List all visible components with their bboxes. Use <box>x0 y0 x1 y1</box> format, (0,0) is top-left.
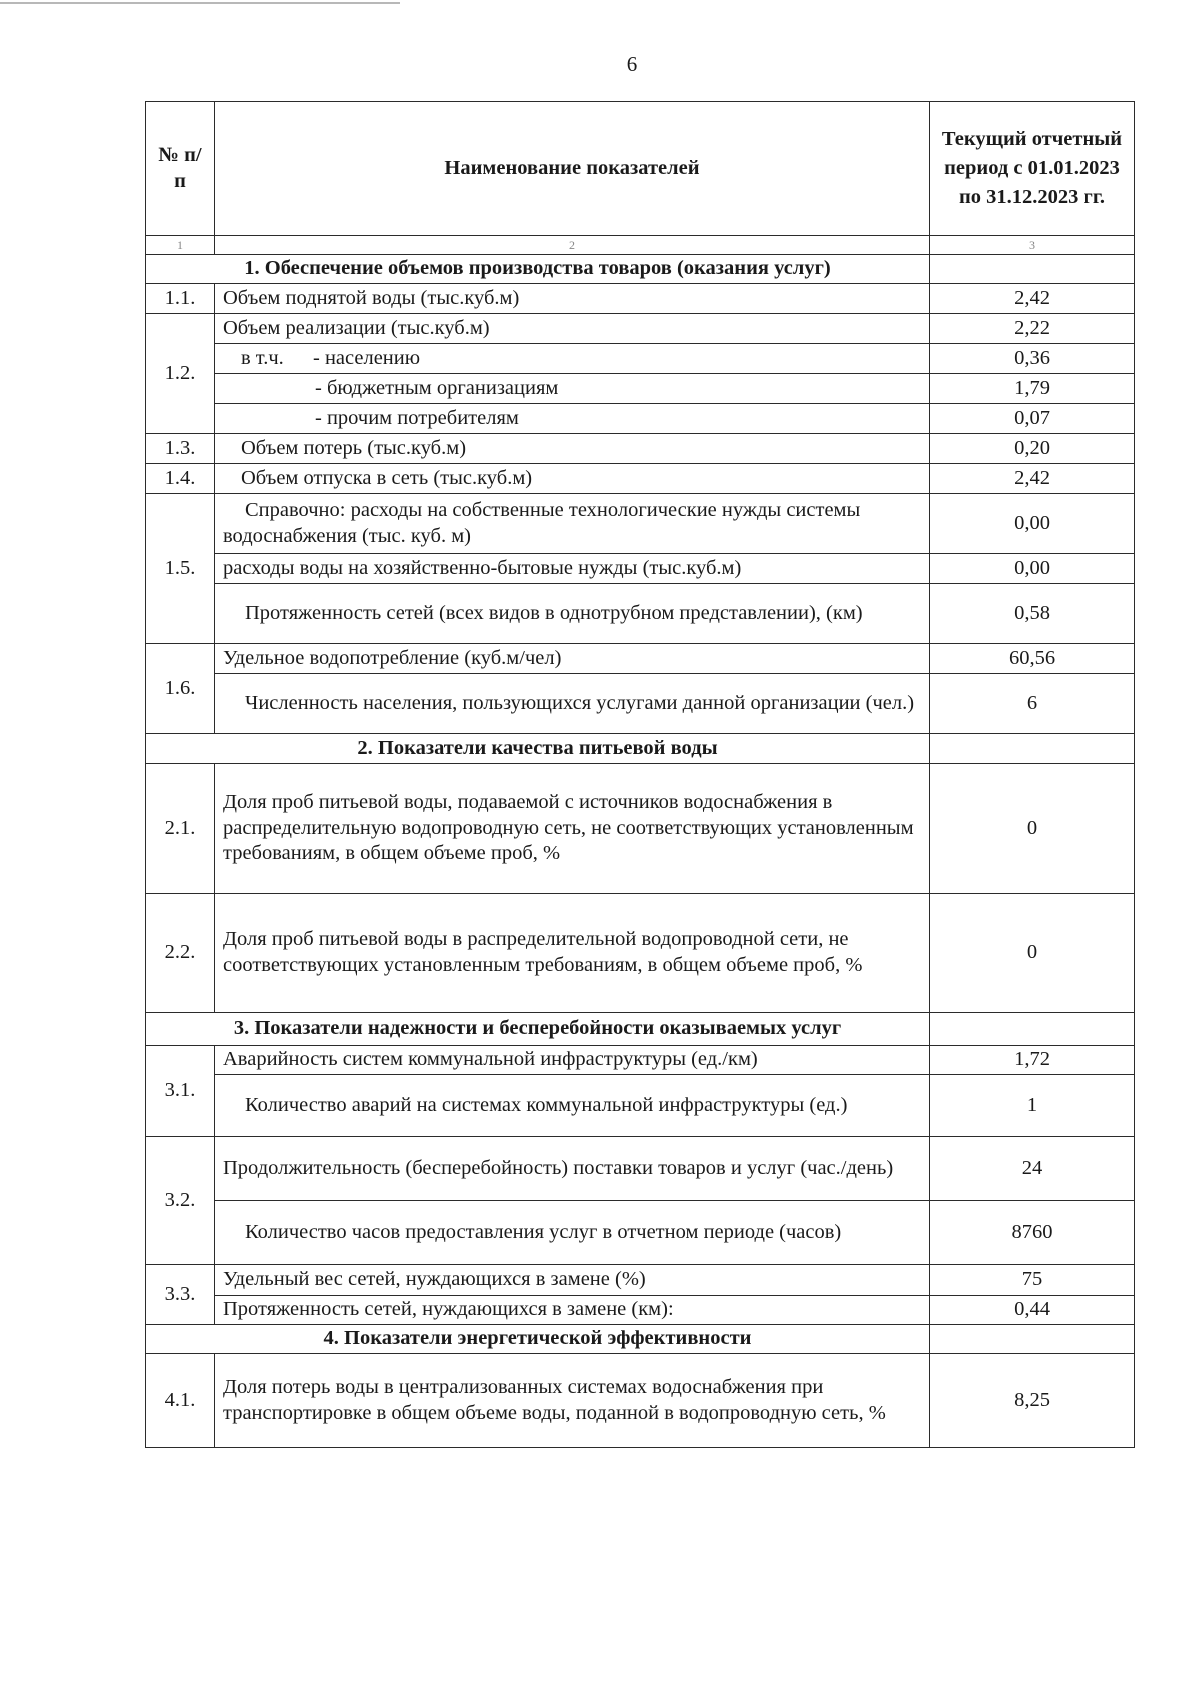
row-name: Численность населения, пользующихся услугами данной организации (чел.) <box>215 674 930 734</box>
row-value: 2,42 <box>930 464 1135 494</box>
row-value: 0,07 <box>930 404 1135 434</box>
row-value: 1 <box>930 1075 1135 1137</box>
row-name: Аварийность систем коммунальной инфраструктуры (ед./км) <box>215 1046 930 1075</box>
table-row <box>146 644 1135 674</box>
empty-cell <box>930 255 1135 284</box>
section-row <box>146 255 1135 284</box>
table-row <box>146 374 1135 404</box>
row-value: 6 <box>930 674 1135 734</box>
table-row <box>146 1265 1135 1296</box>
scan-edge-line <box>0 2 400 4</box>
row-name: Объем потерь (тыс.куб.м) <box>215 434 930 464</box>
row-name <box>215 344 930 374</box>
table-row <box>146 894 1135 1013</box>
row-value: 8,25 <box>930 1354 1135 1448</box>
row-value: 60,56 <box>930 644 1135 674</box>
row-value: 0 <box>930 894 1135 1013</box>
column-index: 1 <box>146 236 215 255</box>
row-name: Объем поднятой воды (тыс.куб.м) <box>215 284 930 314</box>
table-header-row <box>146 102 1135 236</box>
column-index-row <box>146 236 1135 255</box>
row-value: 0,58 <box>930 584 1135 644</box>
table-row <box>146 284 1135 314</box>
row-number: 1.4. <box>146 464 215 494</box>
row-value: 0,36 <box>930 344 1135 374</box>
row-name: расходы воды на хозяйственно-бытовые нужды (тыс.куб.м) <box>215 554 930 584</box>
row-number: 4.1. <box>146 1354 215 1448</box>
table-row <box>146 1354 1135 1448</box>
row-number: 1.6. <box>146 644 215 734</box>
header-name: Наименование показателей <box>215 102 930 236</box>
table-row <box>146 464 1135 494</box>
row-number: 2.2. <box>146 894 215 1013</box>
table-row <box>146 1201 1135 1265</box>
section-row <box>146 1013 1135 1046</box>
column-index: 3 <box>930 236 1135 255</box>
row-value: 0,20 <box>930 434 1135 464</box>
row-number: 1.5. <box>146 494 215 644</box>
table-row <box>146 764 1135 894</box>
row-name: Объем реализации (тыс.куб.м) <box>215 314 930 344</box>
section-title: 1. Обеспечение объемов производства товаров (оказания услуг) <box>146 255 930 284</box>
row-name: Количество аварий на системах коммунальной инфраструктуры (ед.) <box>215 1075 930 1137</box>
empty-cell <box>930 1013 1135 1046</box>
row-number: 3.3. <box>146 1265 215 1325</box>
row-value: 24 <box>930 1137 1135 1201</box>
table-row <box>146 494 1135 554</box>
row-prefix: в т.ч. <box>241 346 284 369</box>
row-number: 1.1. <box>146 284 215 314</box>
row-value: 2,42 <box>930 284 1135 314</box>
section-row <box>146 734 1135 764</box>
row-value: 0,44 <box>930 1296 1135 1325</box>
table-row <box>146 434 1135 464</box>
row-value: 2,22 <box>930 314 1135 344</box>
header-period: Текущий отчетный период с 01.01.2023 по 31.12.2023 гг. <box>930 102 1135 236</box>
table-row <box>146 404 1135 434</box>
row-value: 75 <box>930 1265 1135 1296</box>
row-subname: - населению <box>313 346 421 369</box>
row-number: 3.2. <box>146 1137 215 1265</box>
row-name: Доля проб питьевой воды в распределительной водопроводной сети, не соответствующих установленным требованиям, в общем объеме проб, % <box>215 894 930 1013</box>
page-number: 6 <box>626 52 638 76</box>
header-num: № п/п <box>146 102 215 236</box>
row-value: 1,72 <box>930 1046 1135 1075</box>
table-row <box>146 1137 1135 1201</box>
row-number: 1.2. <box>146 314 215 434</box>
table-row <box>146 314 1135 344</box>
row-name: - прочим потребителям <box>215 404 930 434</box>
row-name: Удельный вес сетей, нуждающихся в замене (%) <box>215 1265 930 1296</box>
section-title: 2. Показатели качества питьевой воды <box>146 734 930 764</box>
table-row <box>146 584 1135 644</box>
empty-cell <box>930 1325 1135 1354</box>
table-row <box>146 1075 1135 1137</box>
table-row <box>146 674 1135 734</box>
row-name: Протяженность сетей, нуждающихся в замене (км): <box>215 1296 930 1325</box>
row-name: Протяженность сетей (всех видов в однотрубном представлении), (км) <box>215 584 930 644</box>
table-row <box>146 1296 1135 1325</box>
table-row <box>146 344 1135 374</box>
row-value: 0 <box>930 764 1135 894</box>
row-name: Справочно: расходы на собственные технологические нужды системы водоснабжения (тыс. куб. м) <box>215 494 930 554</box>
row-number: 3.1. <box>146 1046 215 1137</box>
row-number: 1.3. <box>146 434 215 464</box>
row-name: Продолжительность (бесперебойность) поставки товаров и услуг (час./день) <box>215 1137 930 1201</box>
row-name: - бюджетным организациям <box>215 374 930 404</box>
row-value: 0,00 <box>930 494 1135 554</box>
empty-cell <box>930 734 1135 764</box>
row-name: Объем отпуска в сеть (тыс.куб.м) <box>215 464 930 494</box>
row-value: 8760 <box>930 1201 1135 1265</box>
section-title: 3. Показатели надежности и бесперебойности оказываемых услуг <box>146 1013 930 1046</box>
section-row <box>146 1325 1135 1354</box>
row-name: Удельное водопотребление (куб.м/чел) <box>215 644 930 674</box>
indicators-table <box>145 101 1135 1448</box>
table-row <box>146 1046 1135 1075</box>
row-value: 0,00 <box>930 554 1135 584</box>
row-name: Доля проб питьевой воды, подаваемой с источников водоснабжения в распределительную водопроводную сеть, не соответствующих установленным требованиям, в общем объеме проб, % <box>215 764 930 894</box>
row-number: 2.1. <box>146 764 215 894</box>
column-index: 2 <box>215 236 930 255</box>
table-row <box>146 554 1135 584</box>
section-title: 4. Показатели энергетической эффективности <box>146 1325 930 1354</box>
row-value: 1,79 <box>930 374 1135 404</box>
row-name: Количество часов предоставления услуг в отчетном периоде (часов) <box>215 1201 930 1265</box>
row-name: Доля потерь воды в централизованных системах водоснабжения при транспортировке в общем объеме воды, поданной в водопроводную сеть, % <box>215 1354 930 1448</box>
